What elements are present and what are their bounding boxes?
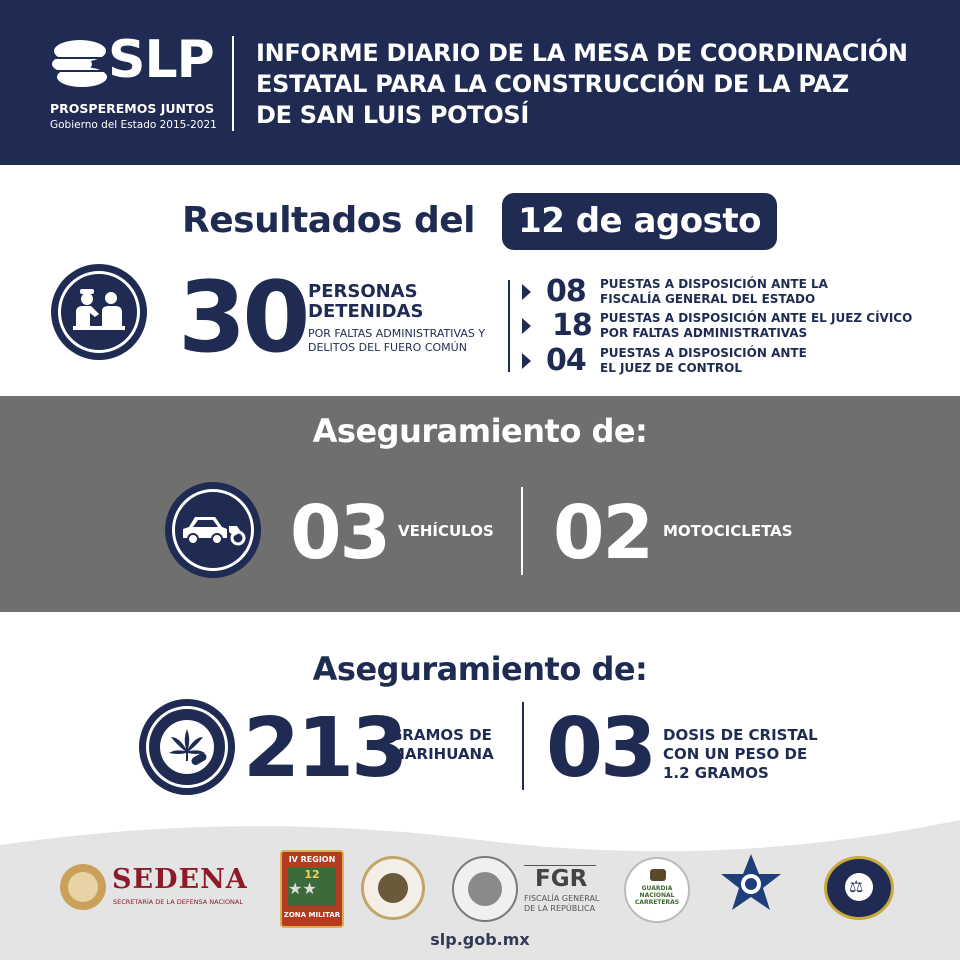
disposition-text xyxy=(600,311,912,341)
drugs-heading: Aseguramiento de: xyxy=(312,650,648,688)
section-divider xyxy=(521,487,523,575)
arrow-right-icon xyxy=(522,318,531,334)
marijuana-label-line: GRAMOS DE xyxy=(390,726,492,744)
detained-label-line: PERSONAS xyxy=(308,281,418,302)
fgr-subtitle-line: DE LA REPÚBLICA xyxy=(524,904,596,913)
vehicles-count: 03 xyxy=(290,490,389,576)
crystal-label xyxy=(663,726,818,783)
detained-note-line: DELITOS DEL FUERO COMÚN xyxy=(308,341,467,354)
slp-logo-icon xyxy=(50,38,108,88)
disposition-count: 18 xyxy=(552,308,592,343)
header-divider xyxy=(232,36,234,131)
disposition-text-line: PUESTAS A DISPOSICIÓN ANTE LA xyxy=(600,277,828,291)
marijuana-count: 213 xyxy=(243,701,406,796)
detained-person-icon xyxy=(51,264,147,360)
zone-label: ZONA MILITAR xyxy=(283,911,341,919)
sedena-logo: SEDENA xyxy=(112,864,248,895)
region-label: IV REGION xyxy=(288,855,336,864)
region-number: 12 xyxy=(304,868,320,881)
logo-tagline: PROSPEREMOS JUNTOS xyxy=(50,101,215,116)
report-title-line: DE SAN LUIS POTOSÍ xyxy=(256,101,530,129)
motorcycles-count: 02 xyxy=(553,490,652,576)
website-url[interactable]: slp.gob.mx xyxy=(430,930,530,949)
disposition-text-line: PUESTAS A DISPOSICIÓN ANTE xyxy=(600,346,807,360)
report-title xyxy=(256,38,936,131)
officer-detainee-glyph xyxy=(71,286,127,338)
date-badge: 12 de agosto xyxy=(502,193,777,250)
vehicles-heading: Aseguramiento de: xyxy=(312,412,648,450)
disposition-text xyxy=(600,346,807,376)
vehicle-glyph xyxy=(179,512,247,548)
motorcycles-label: MOTOCICLETAS xyxy=(663,522,793,540)
logo-wordmark: SLP xyxy=(108,30,214,90)
section-divider xyxy=(508,280,510,372)
report-title-line: INFORME DIARIO DE LA MESA DE COORDINACIÓN xyxy=(256,39,908,67)
police-star-icon xyxy=(718,852,784,922)
detained-note-line: POR FALTAS ADMINISTRATIVAS Y xyxy=(308,327,486,340)
military-zone-shield-icon xyxy=(280,850,344,928)
star-icon: ★★ xyxy=(288,879,317,898)
disposition-text-line: EL JUEZ DE CONTROL xyxy=(600,361,742,375)
fgr-subtitle-line: FISCALÍA GENERAL xyxy=(524,894,600,903)
report-title-line: ESTATAL PARA LA CONSTRUCCIÓN DE LA PAZ xyxy=(256,70,849,98)
scales-icon: ⚖ xyxy=(849,877,864,896)
disposition-text-line: PUESTAS A DISPOSICIÓN ANTE EL JUEZ CÍVICO xyxy=(600,311,913,325)
vehicles-label: VEHÍCULOS xyxy=(398,522,494,540)
gn-text: GUARDIA xyxy=(641,885,673,892)
marijuana-label-line: MARIHUANA xyxy=(390,745,494,763)
fgr-logo: FGR xyxy=(535,866,588,892)
disposition-count: 08 xyxy=(546,274,586,309)
logo-subtitle: Gobierno del Estado 2015-2021 xyxy=(50,119,217,131)
section-divider xyxy=(522,702,524,790)
arrow-right-icon xyxy=(522,284,531,300)
cannabis-pill-icon xyxy=(139,699,235,795)
sedena-subtitle: SECRETARÍA DE LA DEFENSA NACIONAL xyxy=(113,898,243,906)
crystal-label-line: DOSIS DE CRISTAL xyxy=(663,726,818,744)
gn-text: NACIONAL xyxy=(639,892,675,899)
fiscalia-slp-seal-icon xyxy=(824,856,894,920)
disposition-text-line: POR FALTAS ADMINISTRATIVAS xyxy=(600,326,808,340)
cannabis-leaf-glyph xyxy=(165,725,209,769)
guardia-carreteras-logo xyxy=(624,857,690,923)
guardia-nacional-seal-icon xyxy=(361,856,425,920)
results-heading: Resultados del xyxy=(182,200,476,241)
crystal-count: 03 xyxy=(546,701,655,796)
disposition-text xyxy=(600,277,828,307)
national-seal-icon xyxy=(452,856,518,922)
marijuana-label xyxy=(390,726,494,764)
detained-count: 30 xyxy=(178,261,307,375)
gn-text: CARRETERAS xyxy=(634,899,680,906)
disposition-count: 04 xyxy=(546,343,586,378)
arrow-right-icon xyxy=(522,353,531,369)
eagle-icon xyxy=(650,869,666,881)
disposition-text-line: FISCALÍA GENERAL DEL ESTADO xyxy=(600,292,816,306)
fgr-subtitle xyxy=(524,894,599,914)
crystal-label-line: CON UN PESO DE xyxy=(663,745,808,763)
mexico-coat-of-arms-icon xyxy=(60,864,106,910)
detained-label-line: DETENIDAS xyxy=(308,301,424,322)
header-banner xyxy=(0,0,960,165)
detained-note xyxy=(308,327,485,355)
car-motorcycle-icon xyxy=(165,482,261,578)
detained-label xyxy=(308,282,423,322)
crystal-label-line: 1.2 GRAMOS xyxy=(663,764,769,782)
